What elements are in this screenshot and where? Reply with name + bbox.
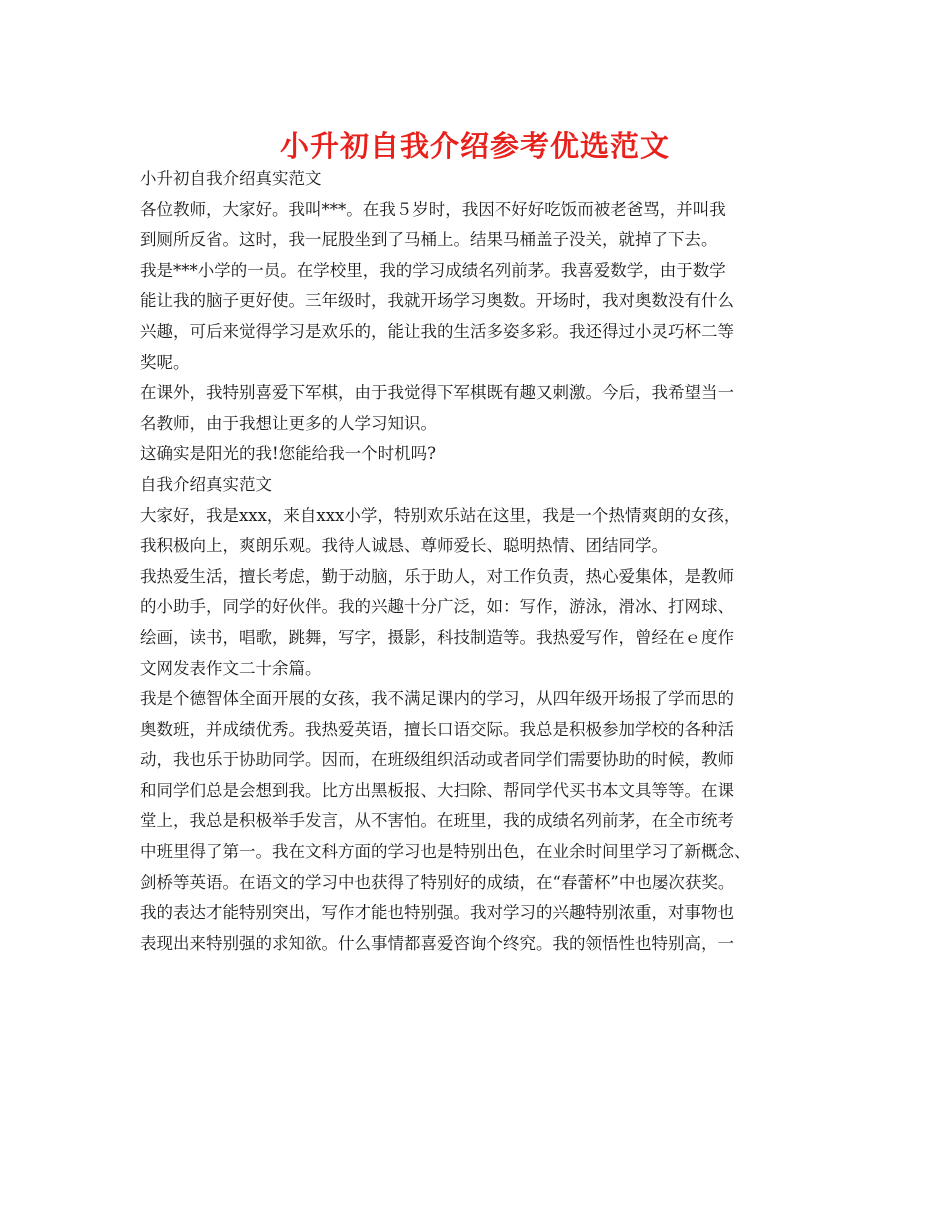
text-line: 绘画，读书，唱歌，跳舞，写字，摄影，科技制造等。我热爱写作，曾经在ｅ度作: [140, 627, 734, 647]
text-line: 剑桥等英语。在语文的学习中也获得了特别好的成绩，在“春蕾杯”中也屡次获奖。: [140, 872, 735, 892]
text-line: 大家好，我是xxx，来自xxx小学，特别欢乐站在这里，我是一个热情爽朗的女孩，: [140, 505, 741, 525]
text-line: 小升初自我介绍真实范文: [140, 169, 322, 188]
text-line: 的小助手，同学的好伙伴。我的兴趣十分广泛，如：写作，游泳，滑冰、打网球、: [140, 597, 734, 617]
text-line: 表现出来特别强的求知欲。什么事情都喜爱咨询个终究。我的领悟性也特别高，一: [140, 933, 734, 953]
text-line: 我热爱生活，擅长考虑，勤于动脑，乐于助人，对工作负责，热心爱集体，是教师: [140, 566, 734, 586]
text-line: 兴趣，可后来觉得学习是欢乐的，能让我的生活多姿多彩。我还得过小灵巧杯二等: [140, 321, 734, 341]
text-line: 能让我的脑子更好使。三年级时，我就开场学习奥数。开场时，我对奥数没有什么: [140, 291, 734, 311]
text-line: 中班里得了第一。我在文科方面的学习也是特别出色，在业余时间里学习了新概念、: [140, 842, 751, 862]
text-line: 文网发表作文二十余篇。: [140, 658, 322, 678]
text-line: 到厕所反省。这时，我一屁股坐到了马桶上。结果马桶盖子没关，就掉了下去。: [140, 230, 718, 250]
text-line: 奥数班，并成绩优秀。我热爱英语，擅长口语交际。我总是积极参加学校的各种活: [140, 719, 734, 739]
text-line: 奖呢。: [140, 352, 190, 372]
text-line: 这确实是阳光的我!您能给我一个时机吗?: [140, 444, 436, 464]
page-title: 小升初自我介绍参考优选范文: [279, 129, 670, 163]
text-line: 各位教师，大家好。我叫***。在我５岁时，我因不好好吃饭而被老爸骂，并叫我: [140, 199, 726, 219]
text-line: 自我介绍真实范文: [140, 474, 272, 494]
text-line: 我的表达才能特别突出，写作才能也特别强。我对学习的兴趣特别浓重，对事物也: [140, 903, 734, 923]
text-line: 动，我也乐于协助同学。因而，在班级组织活动或者同学们需要协助的时候，教师: [140, 750, 734, 770]
text-line: 我积极向上，爽朗乐观。我待人诚恳、尊师爱长、聪明热情、团结同学。: [140, 536, 668, 556]
document-body: [140, 164, 830, 959]
text-line: 我是个德智体全面开展的女孩，我不满足课内的学习，从四年级开场报了学而思的: [140, 689, 734, 709]
text-line: 我是***小学的一员。在学校里，我的学习成绩名列前茅。我喜爱数学，由于数学: [140, 260, 726, 280]
text-line: 堂上，我总是积极举手发言，从不害怕。在班里，我的成绩名列前茅，在全市统考: [140, 811, 734, 831]
text-line: 名教师，由于我想让更多的人学习知识。: [140, 413, 437, 433]
text-line: 和同学们总是会想到我。比方出黑板报、大扫除、帮同学代买书本文具等等。在课: [140, 780, 734, 800]
text-line: 在课外，我特别喜爱下军棋，由于我觉得下军棋既有趣又刺激。今后，我希望当一: [140, 383, 734, 403]
